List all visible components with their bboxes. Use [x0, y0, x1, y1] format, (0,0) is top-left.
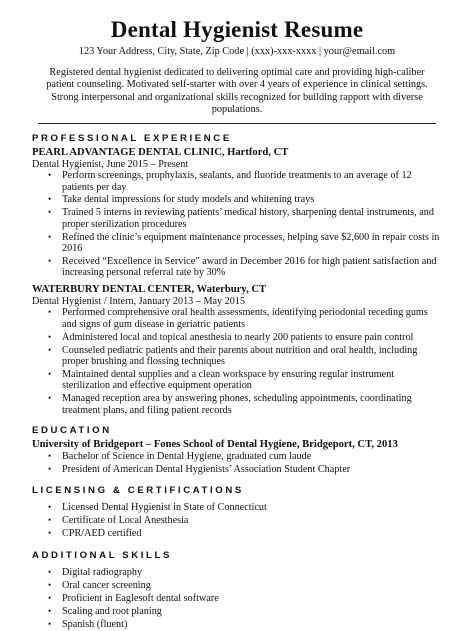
bullet-icon: • [48, 515, 52, 526]
list-item [48, 331, 442, 343]
page-title: Dental Hygienist Resume [110, 17, 364, 42]
bullet-text: Scaling and root planing [62, 606, 162, 618]
job-bullets [32, 307, 442, 416]
bullet-icon: • [48, 606, 52, 617]
bullet-text: Trained 5 interns in reviewing patients’ medical history, sharpening dental instruments, and proper sterilization procedures [62, 207, 434, 230]
bullet-icon: • [48, 307, 52, 318]
contact-info: 123 Your Address, City, State, Zip Code | (xxx)-xxx-xxxx | your@email.com [78, 46, 396, 57]
list-item [48, 450, 442, 462]
bullet-text: Counseled pediatric patients and their parents about nutrition and oral health, including proper brushing and flossing techniques [62, 344, 418, 367]
summary: Registered dental hygienist dedicated to delivering optimal care and providing high-caliber patient counseling. Motivated self-starter with over 4 years of experience in clinical settings. Strong interpersonal and organizational skills recognized for building rapport with diverse populations. [46, 67, 428, 116]
bullet-icon: • [48, 567, 52, 578]
bullet-icon: • [48, 331, 52, 342]
bullet-text: Managed reception area by answering phones, scheduling appointments, coordinating treatment plans, and filing patient records [62, 393, 412, 416]
list-item [48, 502, 442, 514]
bullet-icon: • [48, 368, 52, 379]
bullet-icon: • [48, 593, 52, 604]
bullet-text: Received “Excellence in Service” award in December 2016 for high patient satisfaction and increasing personal referral rate by 30% [62, 255, 437, 279]
bullet-icon: • [48, 502, 52, 513]
list-item [48, 368, 442, 392]
bullet-text: Refined the clinic’s equipment maintenance processes, helping save $2,600 in repair costs in 2016 [62, 231, 440, 255]
bullet-text: President of American Dental Hygienists’ Association Student Chapter [62, 463, 351, 475]
bullet-icon: • [48, 344, 52, 355]
bullet-text: Oral cancer screening [62, 580, 151, 592]
bullet-text: CPR/AED certified [62, 528, 142, 540]
bullet-icon: • [48, 393, 52, 404]
list-item [48, 170, 442, 193]
section-title-licensing: LICENSING & CERTIFICATIONS [32, 485, 244, 497]
list-item [48, 255, 442, 279]
bullet-icon: • [48, 255, 52, 266]
header-divider [38, 123, 436, 124]
job-role: Dental Hygienist, June 2015 – Present [32, 158, 189, 170]
bullet-text: Administered local and topical anesthesia to nearly 200 patients to ensure pain control [62, 331, 414, 343]
bullet-icon: • [48, 170, 52, 181]
list-item [48, 528, 442, 540]
bullet-text: Performed comprehensive oral health assessments, identifying periodontal receding gums and signs of gum disease in geriatric patients [62, 307, 428, 330]
bullet-text: Licensed Dental Hygienist in State of Connecticut [62, 502, 267, 514]
list-item [48, 580, 442, 592]
job-role: Dental Hygienist / Intern, January 2013 – May 2015 [32, 295, 246, 307]
bullet-text: Take dental impressions for study models and whitening trays [62, 194, 315, 206]
list-item [48, 515, 442, 527]
bullet-text: Maintained dental supplies and a clean workspace by ensuring regular instrument sterilization and effective equipment operation [62, 368, 395, 392]
list-item [48, 194, 442, 206]
bullet-icon: • [48, 463, 52, 474]
bullet-text: Digital radiography [62, 567, 143, 579]
section-title-experience: PROFESSIONAL EXPERIENCE [32, 132, 232, 144]
list-item [48, 593, 442, 605]
bullet-icon: • [48, 207, 52, 218]
bullet-text: Bachelor of Science in Dental Hygiene, graduated cum laude [62, 450, 312, 462]
section-title-education: EDUCATION [32, 424, 112, 436]
list-item [48, 606, 442, 618]
bullet-text: Proficient in Eaglesoft dental software [62, 593, 219, 605]
bullet-icon: • [48, 450, 52, 461]
list-item [48, 619, 442, 631]
list-item [48, 344, 442, 368]
bullet-text: Perform screenings, prophylaxis, sealants, and fluoride treatments to an average of 12 patients per day [62, 170, 412, 193]
bullet-icon: • [48, 231, 52, 242]
job-waterbury-dental [32, 284, 442, 416]
list-item [48, 231, 442, 255]
bullet-icon: • [48, 580, 52, 591]
employer-name: WATERBURY DENTAL CENTER, Waterbury, CT [32, 283, 267, 295]
skills-bullets [32, 567, 442, 630]
bullet-icon: • [48, 619, 52, 630]
list-item [48, 207, 442, 230]
school-name: University of Bridgeport – Fones School of Dental Hygiene, Bridgeport, CT, 2013 [32, 438, 398, 450]
list-item [48, 307, 442, 330]
list-item [48, 463, 442, 475]
education-bullets [32, 451, 442, 475]
job-bullets [32, 170, 442, 279]
bullet-icon: • [48, 194, 52, 205]
bullet-icon: • [48, 528, 52, 539]
section-title-skills: ADDITIONAL SKILLS [32, 550, 172, 562]
licensing-bullets [32, 502, 442, 539]
job-pearl-advantage [32, 147, 442, 279]
bullet-text: Certificate of Local Anesthesia [62, 515, 189, 527]
list-item [48, 567, 442, 579]
list-item [48, 393, 442, 416]
bullet-text: Spanish (fluent) [62, 619, 128, 631]
employer-name: PEARL ADVANTAGE DENTAL CLINIC, Hartford, CT [32, 146, 289, 158]
